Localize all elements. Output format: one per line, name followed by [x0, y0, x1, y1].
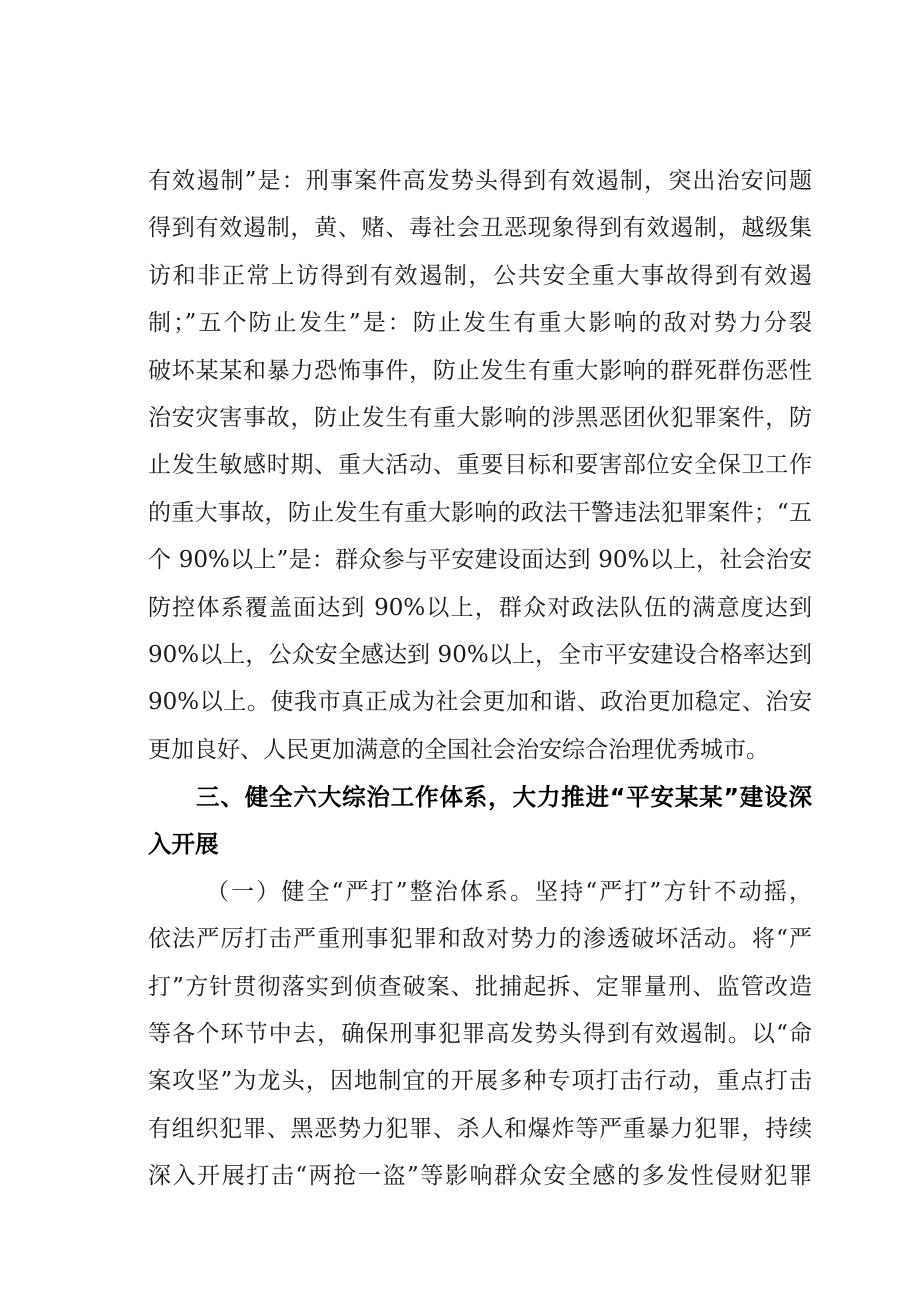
text-line: 得到有效遏制，黄、赌、毒社会丑恶现象得到有效遏制，越级集: [148, 215, 812, 242]
text-line: 打”方针贯彻落实到侦查破案、批捕起拆、定罪量刑、监管改造: [148, 973, 812, 1000]
text-line: 破坏某某和暴力恐怖事件，防止发生有重大影响的群死群伤恶性: [148, 357, 812, 384]
text-line: （一）健全“严打”整治体系。坚持“严打”方针不动摇，: [206, 878, 812, 905]
paragraph-goals: [148, 158, 812, 774]
text-line: 案攻坚”为龙头，因地制宜的开展多种专项打击行动，重点打击: [148, 1068, 812, 1095]
text-line: 治安灾害事故，防止发生有重大影响的涉黑恶团伙犯罪案件，防: [148, 404, 812, 431]
text-line: 90%以上，公众安全感达到 90%以上，全市平安建设合格率达到: [148, 641, 812, 668]
text-line: 深入开展打击“两抢一盗”等影响群众安全感的多发性侵财犯罪: [148, 1163, 812, 1190]
heading-line: 入开展: [148, 830, 219, 859]
text-line: 更加良好、人民更加满意的全国社会治安综合治理优秀城市。: [148, 736, 769, 763]
text-line: 制；”五个防止发生”是：防止发生有重大影响的敌对势力分裂: [148, 310, 812, 337]
section-heading: [148, 774, 812, 869]
text-line: 90%以上。使我市真正成为社会更加和谐、政治更加稳定、治安: [148, 689, 812, 716]
document-body: [148, 158, 812, 1201]
text-line: 个 90%以上”是：群众参与平安建设面达到 90%以上，社会治安: [148, 547, 812, 574]
text-line: 有效遏制”是：刑事案件高发势头得到有效遏制，突出治安问题: [148, 168, 812, 194]
text-line: 有组织犯罪、黑恶势力犯罪、杀人和爆炸等严重暴力犯罪，持续: [148, 1115, 812, 1142]
text-line: 等各个环节中去，确保刑事犯罪高发势头得到有效遏制。以“命: [148, 1021, 812, 1048]
text-line: 防控体系覆盖面达到 90%以上，群众对政法队伍的满意度达到: [148, 594, 812, 621]
heading-line: 三、健全六大综治工作体系，大力推进“平安某某”建设深: [196, 783, 812, 812]
text-line: 依法严厉打击严重刑事犯罪和敌对势力的渗透破坏活动。将“严: [148, 926, 812, 953]
text-line: 止发生敏感时期、重大活动、重要目标和要害部位安全保卫工作: [148, 452, 812, 479]
paragraph-strike-system: [148, 869, 812, 1201]
text-line: 访和非正常上访得到有效遏制，公共安全重大事故得到有效遏: [148, 262, 812, 289]
text-line: 的重大事故，防止发生有重大影响的政法干警违法犯罪案件；“五: [148, 499, 812, 526]
